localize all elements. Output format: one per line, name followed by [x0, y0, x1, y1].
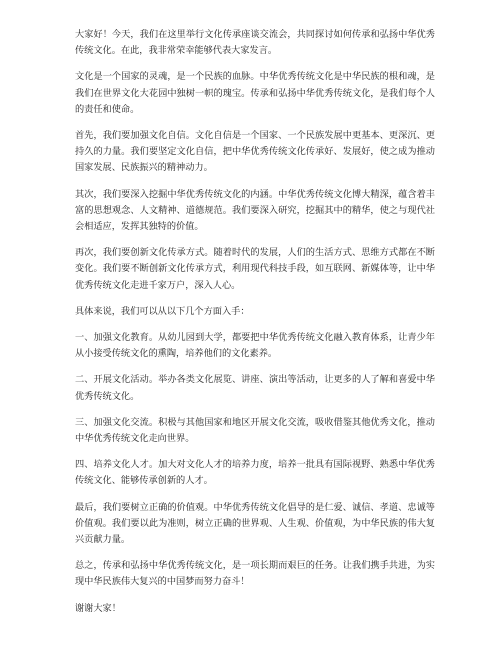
paragraph-point-activities: 二、开展文化活动。举办各类文化展览、讲座、演出等活动，让更多的人了解和喜爱中华优秀传统文化。	[75, 374, 435, 402]
paragraph-point-education: 一、加强文化教育。从幼儿园到大学，都要把中华优秀传统文化融入教育体系，让青少年从小接受传统文化的熏陶，培养他们的文化素养。	[75, 332, 435, 360]
paragraph-culture-soul: 文化是一个国家的灵魂，是一个民族的血脉。中华优秀传统文化是中华民族的根和魂，是我们在世界文化大花园中独树一帜的瑰宝。传承和弘扬中华优秀传统文化，是我们每个人的责任和使命。	[75, 71, 435, 115]
paragraph-greeting: 大家好！今天，我们在这里举行文化传承座谈交流会，共同探讨如何传承和弘扬中华优秀传统文化。在此，我非常荣幸能够代表大家发言。	[75, 29, 435, 57]
paragraph-thanks: 谢谢大家！	[75, 602, 121, 614]
paragraph-values: 最后，我们要树立正确的价值观。中华优秀传统文化倡导的是仁爱、诚信、孝道、忠诚等价值观。我们要以此为准则，树立正确的世界观、人生观、价值观，为中华民族的伟大复兴贡献力量。	[75, 501, 435, 546]
paragraph-connotation: 其次，我们要深入挖掘中华优秀传统文化的内涵。中华优秀传统文化博大精深，蕴含着丰富的思想观念、人文精神、道德规范。我们要深入研究，挖掘其中的精华，使之与现代社会相适应，发挥其独特的价值。	[75, 188, 435, 233]
paragraph-point-exchange: 三、加强文化交流。积极与其他国家和地区开展文化交流，吸收借鉴其他优秀文化，推动中华优秀传统文化走向世界。	[75, 416, 435, 445]
document-body	[75, 27, 435, 627]
paragraph-innovation: 再次，我们要创新文化传承方式。随着时代的发展，人们的生活方式、思维方式都在不断变化。我们要不断创新文化传承方式，利用现代科技手段，如互联网、新媒体等，让中华优秀传统文化走进千家万户，深入人心。	[75, 247, 435, 291]
paragraph-specifics-intro: 具体来说，我们可以从以下几个方面入手：	[75, 305, 250, 317]
paragraph-conclusion: 总之，传承和弘扬中华优秀传统文化，是一项长期而艰巨的任务。让我们携手共进，为实现中华民族伟大复兴的中国梦而努力奋斗！	[75, 560, 435, 588]
paragraph-cultural-confidence: 首先，我们要加强文化自信。文化自信是一个国家、一个民族发展中更基本、更深沉、更持久的力量。我们要坚定文化自信，把中华优秀传统文化传承好、发展好，使之成为推动国家发展、民族振兴的精神动力。	[75, 130, 435, 174]
paragraph-point-talent: 四、培养文化人才。加大对文化人才的培养力度，培养一批具有国际视野、熟悉中华优秀传统文化、能够传承创新的人才。	[75, 459, 435, 487]
